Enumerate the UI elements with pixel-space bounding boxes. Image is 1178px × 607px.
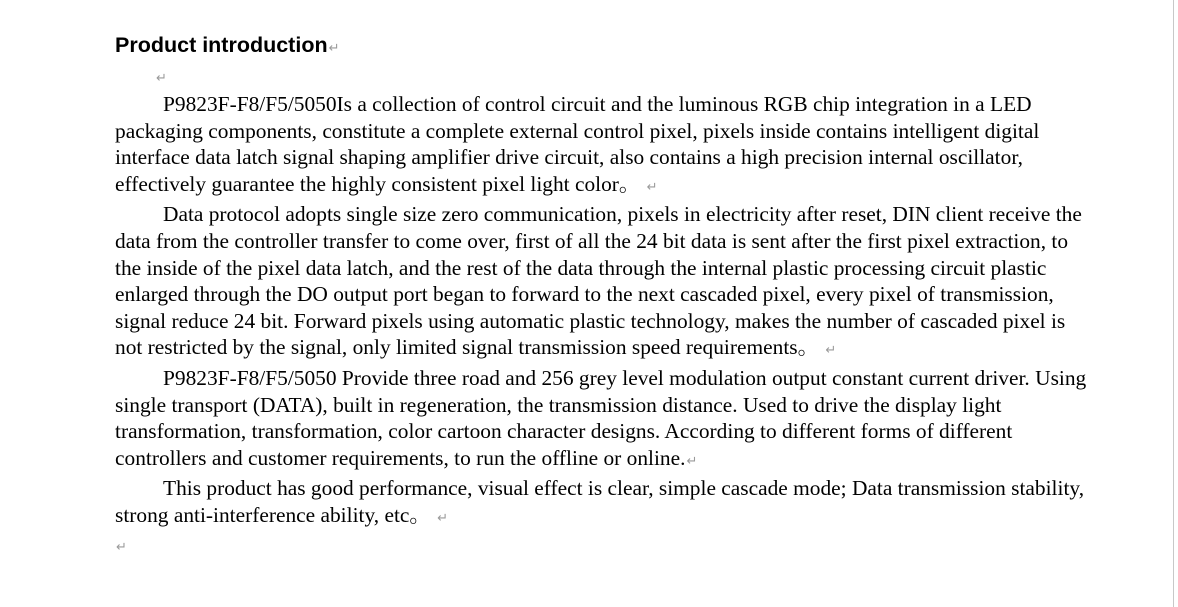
body-paragraph-3 [115,365,1095,475]
page-edge-rule [1173,0,1174,607]
document-body[interactable] [115,30,1095,561]
paragraph-mark-icon: ↵ [437,510,449,526]
paragraph-mark-icon: ↵ [116,539,127,555]
empty-paragraph [115,64,1095,91]
body-paragraph-1 [115,91,1095,201]
paragraph-text: P9823F-F8/F5/5050 Provide three road and 256 grey level modulation output constant current driver. Using single transport (DATA), built in regeneration, the transmission distance. Used to drive the display light transformation, transformation, color cartoon character designs. According to different forms of different controllers and customer requirements, to run the offline or online. [115,365,1087,470]
empty-paragraph [115,533,1095,561]
paragraph-mark-icon: ↵ [686,453,698,469]
paragraph-mark-icon: ↵ [328,41,340,56]
document-heading [115,30,1095,64]
paragraph-mark-icon: ↵ [825,343,837,359]
heading-text: Product introduction [115,33,328,57]
paragraph-mark-icon: ↵ [156,71,167,86]
paragraph-text: This product has good performance, visual effect is clear, simple cascade mode; Data transmission stability, strong anti-interference ability, etc。 [115,476,1085,527]
paragraph-mark-icon: ↵ [646,179,658,195]
body-paragraph-4 [115,475,1095,532]
paragraph-text: P9823F-F8/F5/5050Is a collection of control circuit and the luminous RGB chip integration in a LED packaging components, constitute a complete external control pixel, pixels inside contains intelligent digital interface data latch signal shaping amplifier drive circuit, also contains a high precision internal oscillator, effectively guarantee the highly consistent pixel light color。 [115,92,1040,196]
body-paragraph-2 [115,201,1095,365]
paragraph-text: Data protocol adopts single size zero communication, pixels in electricity after reset, DIN client receive the data from the controller transfer to come over, first of all the 24 bit data is sent after the first pixel extraction, to the inside of the pixel data latch, and the rest of the data through the internal plastic processing circuit plastic enlarged through the DO output port began to forward to the next cascaded pixel, every pixel of transmission, signal reduce 24 bit. Forward pixels using automatic plastic technology, makes the number of cascaded pixel is not restricted by the signal, only limited signal transmission speed requirements。 [115,202,1082,360]
